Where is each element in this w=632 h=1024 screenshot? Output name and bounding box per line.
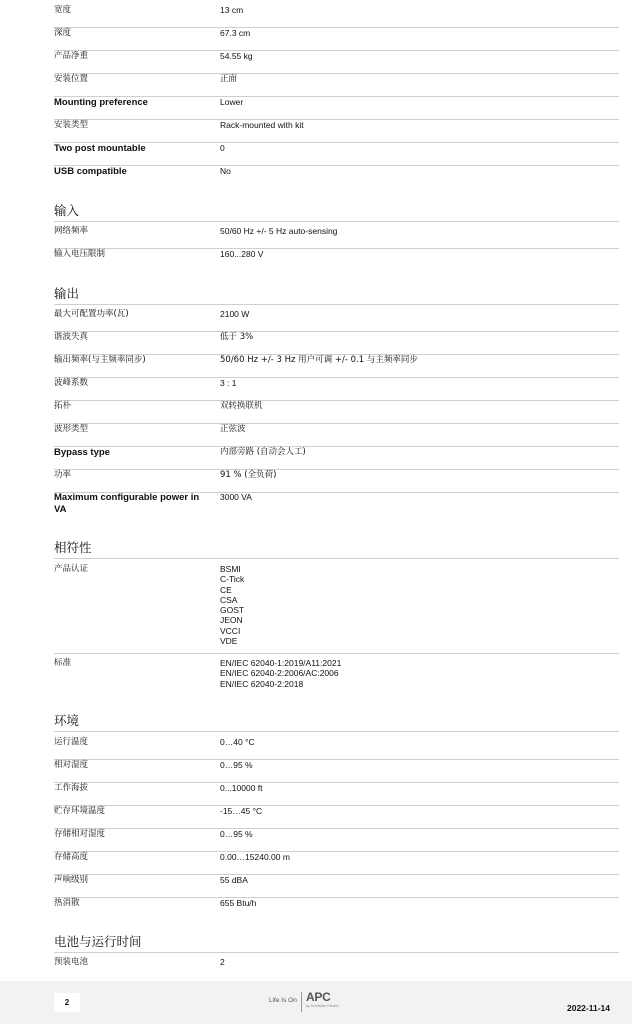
spec-value-line: Lower	[220, 97, 244, 107]
spec-row	[54, 564, 619, 654]
spec-label: 输入电压限制	[54, 249, 106, 259]
spec-value	[220, 737, 610, 747]
spec-value-line: EN/IEC 62040-1:2019/A11:2021	[220, 658, 342, 668]
spec-value-line: 双转换联机	[220, 401, 263, 411]
spec-label: 热消散	[54, 898, 80, 908]
spec-label: 深度	[54, 28, 72, 38]
spec-value	[220, 51, 610, 61]
spec-row	[54, 226, 619, 249]
section-title: 环境	[54, 713, 619, 732]
spec-value-line: CE	[220, 584, 232, 595]
spec-label: 谐波失真	[54, 332, 89, 342]
spec-value-line: C-Tick	[220, 574, 245, 585]
section-title: 输出	[54, 286, 619, 305]
spec-value	[220, 28, 610, 38]
spec-label: 标准	[54, 658, 72, 668]
spec-label: 宽度	[54, 5, 72, 15]
page-number: 2	[54, 993, 80, 1012]
spec-label: 输出频率(与主频率同步)	[54, 355, 146, 365]
spec-value	[220, 401, 610, 411]
spec-label: 波峰系数	[54, 378, 89, 388]
spec-row	[54, 143, 619, 166]
document-date: 2022-11-14	[566, 1003, 610, 1013]
spec-row	[54, 829, 619, 852]
spec-row	[54, 658, 619, 693]
spec-label: 安装位置	[54, 74, 89, 84]
spec-row	[54, 355, 619, 378]
spec-value-line: Rack-mounted with kit	[220, 120, 304, 130]
spec-value-line: 正弦波	[220, 424, 246, 434]
spec-row	[54, 447, 619, 470]
spec-value	[220, 143, 610, 153]
spec-row	[54, 806, 619, 829]
spec-row	[54, 737, 619, 760]
logo-brand: APC	[306, 990, 331, 1004]
spec-label: 工作海拔	[54, 783, 89, 793]
spec-value	[220, 378, 610, 388]
spec-label: USB compatible	[54, 166, 127, 177]
spec-value-line: -15…45 °C	[220, 806, 263, 816]
spec-row	[54, 401, 619, 424]
spec-value-line: EN/IEC 62040-2:2018	[220, 678, 304, 689]
spec-value-line: 54.55 kg	[220, 51, 253, 61]
spec-label: 产品认证	[54, 564, 89, 574]
spec-value	[220, 875, 610, 885]
spec-value	[220, 829, 610, 839]
spec-row	[54, 492, 619, 517]
spec-value-line: 内部旁路 (自动会人工)	[220, 447, 306, 457]
spec-row	[54, 249, 619, 271]
spec-value-line: 91 % (全负荷)	[220, 470, 277, 480]
logo-brand-sub: by Schneider Electric	[306, 1004, 339, 1008]
spec-value	[220, 760, 610, 770]
spec-value	[220, 470, 610, 480]
spec-value-line: 0	[220, 143, 225, 153]
spec-value-line: 50/60 Hz +/- 5 Hz auto-sensing	[220, 226, 338, 236]
spec-value-line: 0…95 %	[220, 829, 253, 839]
spec-value	[220, 249, 610, 259]
spec-label: 拓朴	[54, 401, 72, 411]
spec-value-line: VCCI	[220, 625, 241, 636]
logo-tagline: Life Is On	[269, 997, 297, 1004]
spec-value	[220, 658, 610, 689]
spec-label: Bypass type	[54, 447, 110, 458]
spec-value	[220, 74, 610, 84]
spec-value	[220, 166, 610, 176]
spec-value	[220, 806, 610, 816]
spec-value-line: 0…40 °C	[220, 737, 255, 747]
spec-value	[220, 5, 610, 15]
spec-value	[220, 226, 610, 236]
spec-label: 产品净重	[54, 51, 89, 61]
section-title: 相符性	[54, 540, 619, 559]
spec-value	[220, 564, 610, 646]
spec-label: 预装电池	[54, 957, 89, 967]
spec-value-line: 2100 W	[220, 309, 250, 319]
spec-label: 存储相对湿度	[54, 829, 106, 839]
spec-label: 功率	[54, 470, 72, 480]
spec-value	[220, 97, 610, 107]
spec-row	[54, 470, 619, 493]
spec-label: 运行温度	[54, 737, 89, 747]
logo-divider	[301, 992, 302, 1012]
spec-label: Two post mountable	[54, 143, 146, 154]
spec-row	[54, 309, 619, 332]
section-title: 电池与运行时间	[54, 934, 619, 953]
spec-value-line: 0...10000 ft	[220, 783, 263, 793]
spec-value-line: VDE	[220, 636, 238, 647]
spec-value-line: 低于 3%	[220, 332, 254, 342]
spec-value	[220, 424, 610, 434]
spec-value	[220, 355, 610, 365]
spec-value-line: 3 : 1	[220, 378, 237, 388]
spec-value	[220, 957, 610, 967]
spec-label: 贮存环境温度	[54, 806, 106, 816]
spec-label: 相对湿度	[54, 760, 89, 770]
spec-value-line: 3000 VA	[220, 492, 252, 502]
spec-row	[54, 74, 619, 97]
spec-value-line: 50/60 Hz +/- 3 Hz 用户可调 +/- 0.1 与主频率同步	[220, 355, 418, 365]
spec-row	[54, 166, 619, 188]
spec-value	[220, 492, 610, 502]
spec-row	[54, 97, 619, 120]
spec-value	[220, 120, 610, 130]
spec-row	[54, 875, 619, 898]
spec-label: 存储高度	[54, 852, 89, 862]
spec-row	[54, 957, 619, 979]
spec-row	[54, 332, 619, 355]
spec-row	[54, 51, 619, 74]
spec-value	[220, 309, 610, 319]
spec-value-line: 67.3 cm	[220, 28, 251, 38]
spec-value-line: BSMI	[220, 564, 241, 574]
spec-label: 声响级别	[54, 875, 89, 885]
spec-row	[54, 852, 619, 875]
spec-value	[220, 447, 610, 457]
spec-value-line: 0…95 %	[220, 760, 253, 770]
spec-row	[54, 898, 619, 920]
spec-value-line: 655 Btu/h	[220, 898, 257, 908]
spec-value	[220, 783, 610, 793]
spec-label: Maximum configurable power in VA	[54, 492, 200, 515]
spec-value-line: 160...280 V	[220, 249, 264, 259]
page-footer	[0, 981, 632, 1024]
spec-row	[54, 378, 619, 401]
spec-value-line: EN/IEC 62040-2:2006/AC:2006	[220, 668, 339, 679]
spec-value-line: 正面	[220, 74, 238, 84]
spec-row	[54, 783, 619, 806]
spec-row	[54, 120, 619, 143]
spec-value	[220, 898, 610, 908]
spec-value-line: 2	[220, 957, 225, 967]
section-title: 输入	[54, 203, 619, 222]
spec-label: 波形类型	[54, 424, 89, 434]
spec-value-line: 55 dBA	[220, 875, 248, 885]
spec-row	[54, 424, 619, 447]
spec-label: 网络频率	[54, 226, 89, 236]
spec-value-line: GOST	[220, 605, 245, 616]
spec-value	[220, 852, 610, 862]
spec-value-line: 13 cm	[220, 5, 244, 15]
spec-value-line: CSA	[220, 594, 238, 605]
spec-row	[54, 5, 619, 28]
spec-row	[54, 28, 619, 51]
spec-value-line: 0.00…15240.00 m	[220, 852, 290, 862]
spec-label: 最大可配置功率(瓦)	[54, 309, 129, 319]
spec-label: Mounting preference	[54, 97, 148, 108]
spec-row	[54, 760, 619, 783]
spec-value	[220, 332, 610, 342]
spec-label: 安装类型	[54, 120, 89, 130]
spec-value-line: JEON	[220, 615, 243, 626]
spec-value-line: No	[220, 166, 231, 176]
